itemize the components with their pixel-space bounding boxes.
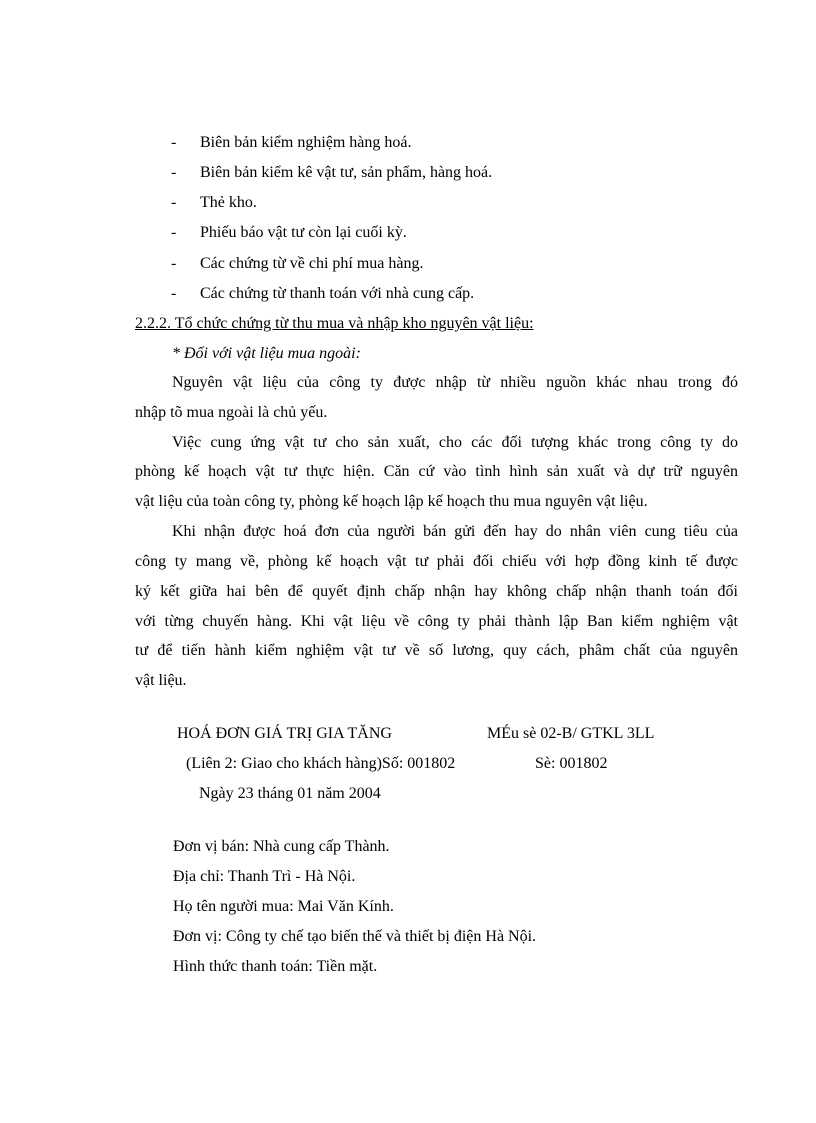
- invoice-date: Ngày 23 tháng 01 năm 2004: [199, 785, 381, 802]
- list-dash: -: [171, 194, 177, 211]
- list-item-text: Các chứng từ thanh toán với nhà cung cấp.: [200, 285, 475, 302]
- invoice-address: Địa chỉ: Thanh Trì - Hà Nội.: [173, 868, 356, 885]
- list-dash: -: [171, 164, 177, 181]
- paragraph-line: nhập tõ mua ngoài là chủ yếu.: [135, 404, 328, 421]
- list-dash: -: [171, 285, 177, 302]
- paragraph-line: vật liệu.: [135, 672, 187, 689]
- invoice-form-code: MÉu sè 02-B/ GTKL 3LL: [487, 725, 655, 742]
- section-subheading: * Đối với vật liệu mua ngoài:: [172, 345, 361, 362]
- list-item-text: Thẻ kho.: [200, 194, 257, 211]
- invoice-payment-method: Hình thức thanh toán: Tiền mặt.: [173, 958, 378, 975]
- list-dash: -: [171, 134, 177, 151]
- invoice-seller: Đơn vị bán: Nhà cung cấp Thành.: [173, 838, 390, 855]
- invoice-buyer-unit: Đơn vị: Công ty chế tạo biến thế và thiết bị điện Hà Nội.: [173, 928, 537, 945]
- paragraph-line: Nguyên vật liệu của công ty được nhập từ nhiều nguồn khác nhau trong đó: [172, 374, 738, 391]
- list-item-text: Biên bản kiểm kê vật tư, sản phẩm, hàng hoá.: [200, 164, 493, 181]
- invoice-copy-label: (Liên 2: Giao cho khách hàng)Số: 001802: [186, 755, 456, 772]
- section-heading: 2.2.2. Tổ chức chứng từ thu mua và nhập kho nguyên vật liệu:: [135, 315, 534, 332]
- list-item-text: Biên bản kiểm nghiệm hàng hoá.: [200, 134, 412, 151]
- paragraph-line: Việc cung ứng vật tư cho sản xuất, cho các đối tượng khác trong công ty do: [172, 434, 738, 451]
- paragraph-line: Khi nhận được hoá đơn của người bán gửi đến hay do nhân viên cung tiêu của: [172, 523, 738, 540]
- invoice-serial-label: Sè: 001802: [535, 755, 608, 772]
- paragraph-line: công ty mang về, phòng kế hoạch vật tư phải đối chiếu với hợp đồng kinh tế được: [135, 553, 738, 570]
- list-dash: -: [171, 255, 177, 272]
- paragraph-line: vật liệu của toàn công ty, phòng kế hoạch lập kế hoạch thu mua nguyên vật liệu.: [135, 493, 648, 510]
- list-dash: -: [171, 224, 177, 241]
- invoice-buyer-name: Họ tên người mua: Mai Văn Kính.: [173, 898, 394, 915]
- paragraph-line: ký kết giữa hai bên để quyết định chấp nhận hay không chấp nhận thanh toán đối: [135, 583, 738, 600]
- paragraph-line: tư để tiến hành kiểm nghiệm vật tư về số lương, quy cách, phâm chất của nguyên: [135, 642, 738, 659]
- paragraph-line: với từng chuyến hàng. Khi vật liệu về công ty phải thành lập Ban kiểm nghiệm vật: [135, 613, 738, 630]
- list-item-text: Các chứng từ về chi phí mua hàng.: [200, 255, 424, 272]
- paragraph-line: phòng kế hoạch vật tư thực hiện. Căn cứ vào tình hình sản xuất và dự trữ nguyên: [135, 463, 738, 480]
- invoice-title: HOÁ ĐƠN GIÁ TRỊ GIA TĂNG: [177, 725, 392, 742]
- list-item-text: Phiếu báo vật tư còn lại cuối kỳ.: [200, 224, 407, 241]
